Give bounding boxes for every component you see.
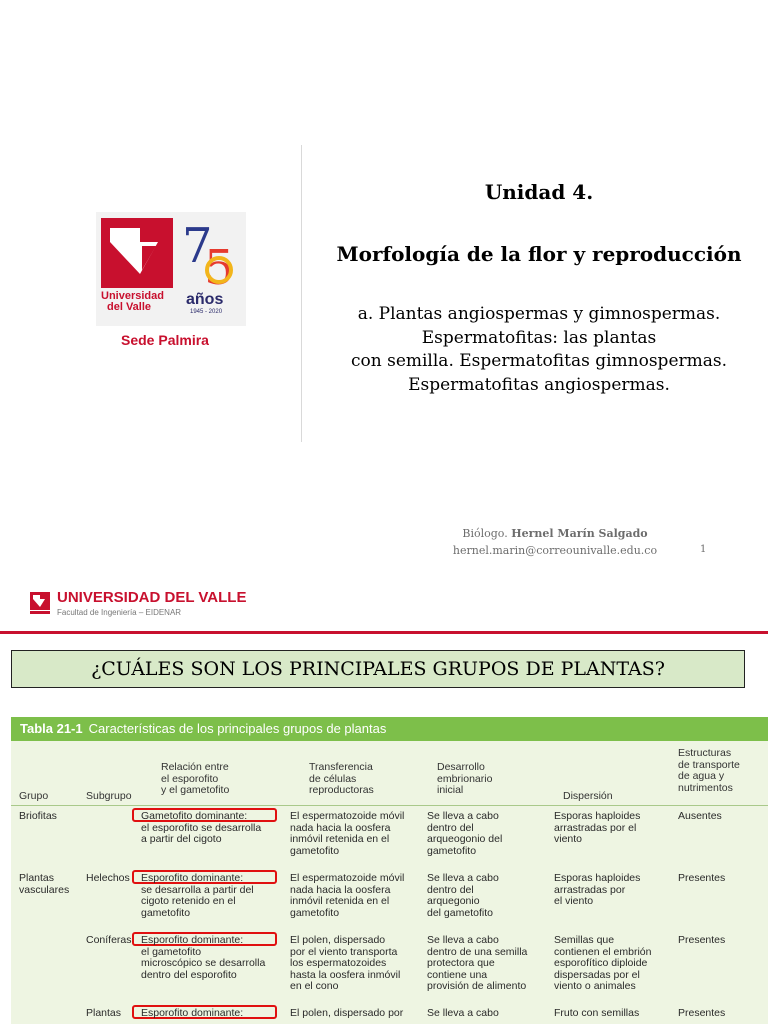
cell-line: Se lleva a cabo [427,810,499,822]
cell-line: arqueogonio del [427,833,503,845]
cell-line: Esporofito dominante: [141,872,244,884]
table-header-rule [11,805,768,806]
svg-text:5: 5 [204,240,235,296]
header-rule [0,631,768,634]
table-caption [20,721,386,736]
row0-relacion [141,811,261,846]
author-line [400,527,710,540]
header-university: UNIVERSIDAD DEL VALLE [57,589,247,606]
header-line: nutrimentos [678,781,733,794]
cell-line: dentro del [427,821,474,834]
table-caption-text: Características de los principales grupos de plantas [88,721,387,736]
header-line: Estructuras [678,747,732,759]
cell-line: viento [554,833,583,845]
cell-line: arquegonio [427,895,480,907]
cell-line: se desarrolla a partir del [141,883,254,896]
header-line: el esporofito [161,772,219,785]
cell-line: vasculares [19,883,70,896]
cell-line: Esporas haploides [554,810,641,822]
row3-transferencia: El polen, dispersado por [290,1007,404,1019]
cell-line: del gametofito [427,906,493,919]
slide-title-heading: Morfología de la flor y reproducción [336,242,742,266]
cell-line: El espermatozoide móvil [290,810,405,822]
header-line: reproductoras [309,784,374,796]
row0-dispersion [554,811,640,846]
subtitle-line: a. Plantas angiospermas y gimnospermas. [357,304,721,324]
row3-desarrollo: Se lleva a cabo [427,1007,499,1019]
unit-heading: Unidad 4. [484,180,594,204]
logo-sede: Sede Palmira [121,332,209,348]
header-line: de transporte [678,758,740,771]
header-line: Transferencia [309,761,373,773]
cell-line: provisión de alimento [427,980,527,992]
cell-line: gametofito [427,844,477,857]
cell-line: dentro de una semilla [427,945,528,958]
row1-dispersion [554,873,640,908]
row1-relacion [141,873,254,919]
cell-line: gametofito [141,906,191,919]
question-banner: ¿CUÁLES SON LOS PRINCIPALES GRUPOS DE PLANTAS? [11,650,745,688]
cell-line: cigoto retenido en el [141,895,236,907]
cell-line: esporofítico diploide [554,957,648,969]
cell-line: el gametofito [141,945,202,958]
header-transferencia [309,762,374,797]
header-estructuras [678,748,740,794]
row0-estructuras: Ausentes [678,810,722,822]
row2-dispersion [554,935,651,993]
table-caption-bar [11,717,768,741]
row1-desarrollo [427,873,499,919]
cell-line: El espermatozoide móvil [290,872,405,884]
header-line: y el gametofito [161,784,230,796]
cell-line: hasta la oosfera inmóvil [290,968,401,981]
slide-plant-groups [0,576,768,1024]
row0-desarrollo [427,811,502,857]
row0-transferencia [290,811,404,857]
cell-line: dentro del esporofito [141,968,237,981]
header-desarrollo [437,762,492,797]
cell-line: el viento [554,895,594,907]
row3-dispersion: Fruto con semillas [554,1007,640,1019]
header-grupo: Grupo [19,790,49,802]
row3-estructuras: Presentes [678,1007,726,1019]
cell-line: nada hacia la oosfera [290,883,391,896]
cell-line: Gametofito dominante: [141,810,248,822]
cell-line: El polen, dispersado [290,934,386,946]
row2-relacion [141,935,265,981]
row3-relacion: Esporofito dominante: [141,1007,244,1019]
cell-line: inmóvil retenida en el [290,895,390,907]
cell-line: viento o animales [554,980,636,992]
svg-text:7: 7 [182,218,213,274]
cell-line: Se lleva a cabo [427,934,499,946]
header-dispersion: Dispersión [563,790,613,802]
cell-line: Esporas haploides [554,872,641,884]
cell-line: gametofito [290,844,340,857]
cell-line: gametofito [290,906,340,919]
header-subgrupo: Subgrupo [86,790,132,802]
page-number: 1 [700,544,707,555]
cell-line: Esporofito dominante: [141,934,244,946]
header-line: embrionario [437,772,493,785]
cell-line: dispersadas por el [554,968,640,981]
cell-line: Semillas que [554,934,615,946]
university-emblem-icon [30,592,50,614]
logo-name-line2: del Valle [107,301,152,313]
row1-transferencia [290,873,404,919]
subtitle-line: con semilla. Espermatofitas gimnospermas. [350,351,728,371]
cell-line: contienen el embrión [554,945,652,958]
logo-university-name [101,291,164,313]
row0-grupo [19,811,57,823]
author-email: hernel.marin@correounivalle.edu.co [452,544,658,557]
header-line: de agua y [678,770,725,782]
cell-line: nada hacia la oosfera [290,821,391,834]
plant-groups-table [11,741,768,1024]
cell-line: microscópico se desarrolla [141,957,266,969]
cell-line: contiene una [427,968,488,981]
subtitle-line: Espermatofitas angiospermas. [408,374,670,395]
cell-line: Plantas [19,872,55,884]
header-relacion [161,762,229,797]
row2-subgrupo: Coníferas [86,934,132,946]
author-prefix: Biólogo. [462,527,508,540]
cell-line: a partir del cigoto [141,833,222,845]
cell-line: dentro del [427,883,474,896]
cell-line: arrastradas por [554,883,626,896]
header-line: inicial [437,784,464,796]
cell-line: Se lleva a cabo [427,872,499,884]
logo-anniversary-years: 1945 - 2020 [190,309,223,315]
row2-transferencia [290,935,400,993]
cell-line: por el viento transporta [290,945,398,958]
cell-line: los espermatozoides [290,957,387,969]
table-label: Tabla 21-1 [20,721,83,736]
header-line: de células [309,772,357,785]
row1-subgrupo: Helechos [86,872,130,884]
cell-line: Briofitas [19,810,57,822]
row3-subgrupo: Plantas [86,1007,122,1019]
row2-estructuras: Presentes [678,934,726,946]
row2-desarrollo [427,935,527,993]
header-line: Desarrollo [437,761,485,773]
author-name: Hernel Marín Salgado [511,527,648,540]
cell-line: en el cono [290,980,339,992]
row1-grupo [19,873,69,896]
header-faculty: Facultad de Ingeniería – EIDENAR [57,608,182,617]
logo-name-line1: Universidad [101,290,164,302]
cell-line: inmóvil retenida en el [290,833,390,845]
slide-subtitle [300,303,768,397]
logo-anos: años [186,291,224,308]
cell-line: arrastradas por el [554,821,637,834]
row1-estructuras: Presentes [678,872,726,884]
header-line: Relación entre [161,761,229,773]
subtitle-line: Espermatofitas: las plantas [421,327,657,348]
cell-line: protectora que [427,957,495,969]
cell-line: el esporofito se desarrolla [141,821,262,834]
